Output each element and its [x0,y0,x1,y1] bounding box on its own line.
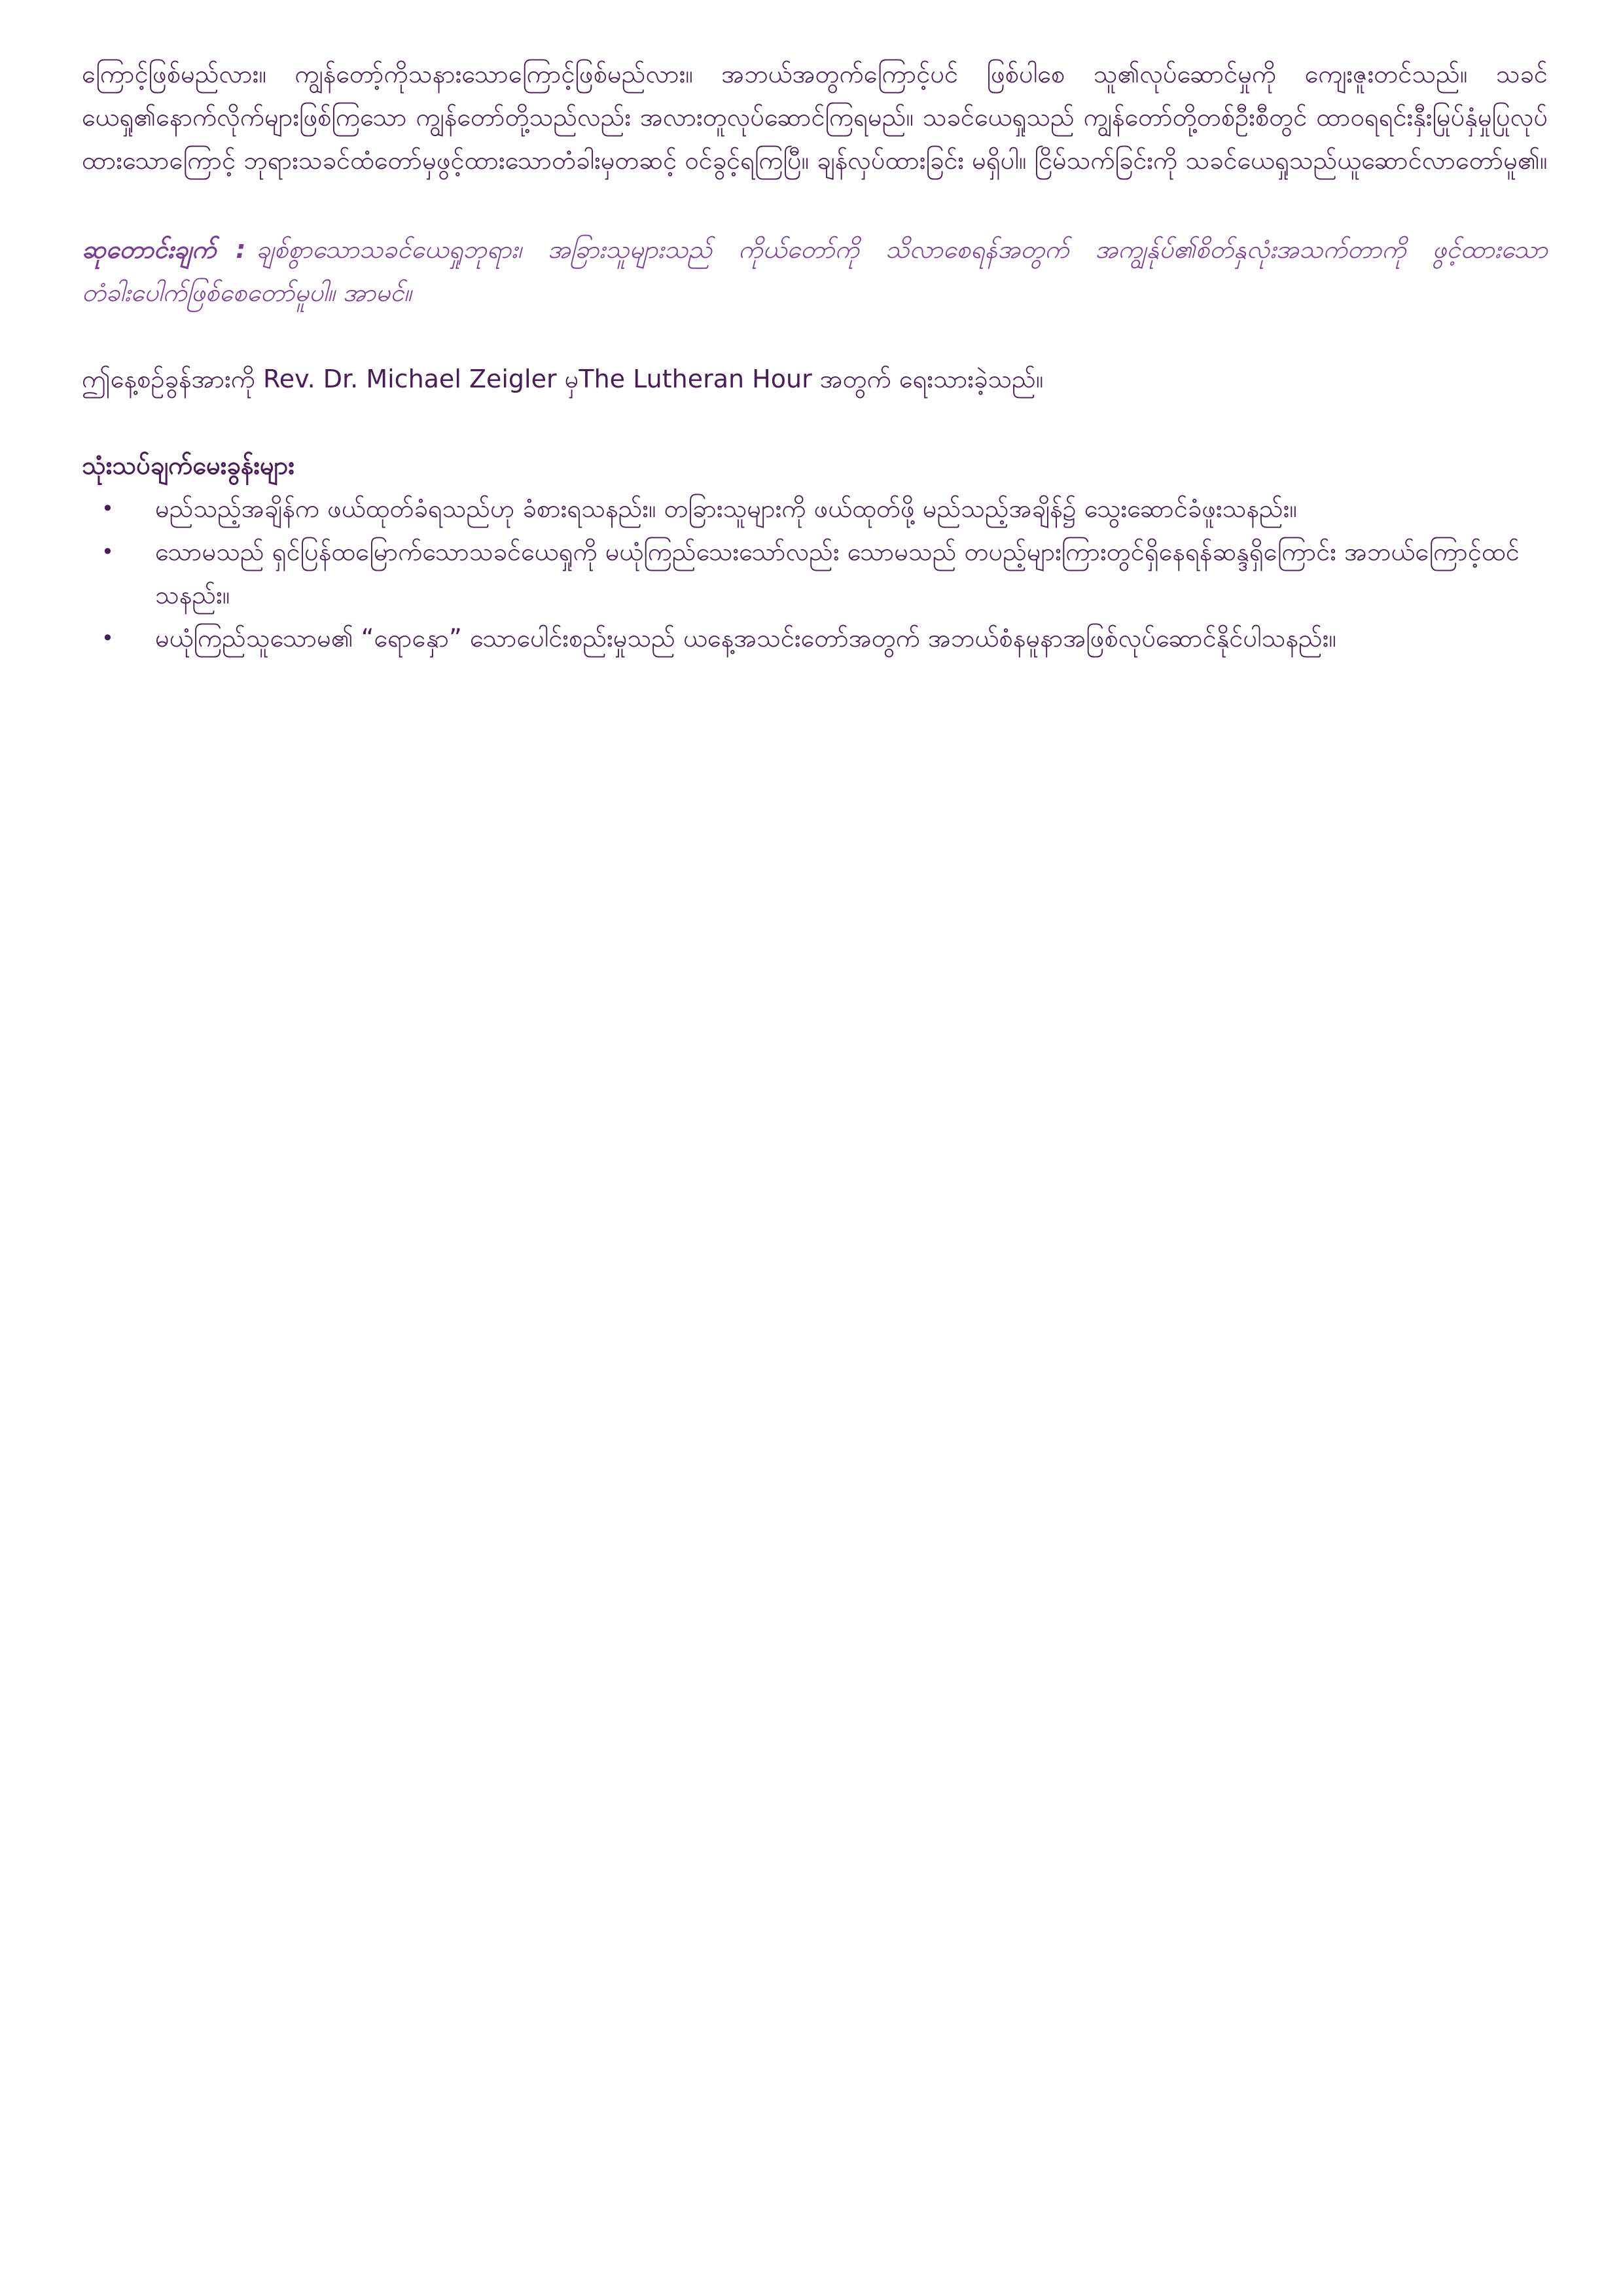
list-item [82,530,1548,617]
list-item [82,617,1548,660]
document-page [82,52,1548,660]
list-item [82,487,1548,530]
bullet-icon: • [101,626,114,651]
bullet-icon: • [101,539,114,564]
reflection-questions-list [82,487,1548,660]
prayer-colon: : [236,235,246,264]
author-credit: ဤနေ့စဉ်ခွန်အားကို Rev. Dr. Michael Zeigler မှThe Lutheran Hour အတွက် ရေးသားခဲ့သည်။ [82,365,1044,393]
prayer-text: ချစ်စွာသောသခင်ယေရှုဘုရား၊ အခြားသူများသည် ကိုယ်တော်ကို သိလာစေရန်အတွက် အကျွန်ုပ်၏စိတ်နှလုံးအသက်တာကို ဖွင့်ထားသောတံခါးပေါက်ဖြစ်စေတော်မူပါ။ အာမင်။ [82,235,1548,307]
question-text: မည်သည့်အချိန်က ဖယ်ထုတ်ခံရသည်ဟု ခံစားရသနည်း။ တခြားသူများကို ဖယ်ထုတ်ဖို့ မည်သည့်အချိန်၌ သွေးဆောင်ခံဖူးသနည်း။ [155,494,1297,523]
reflection-questions-heading: သုံးသပ်ချက်မေးခွန်းများ [82,451,295,480]
prayer-paragraph [82,228,1548,314]
body-paragraph: ကြောင့်ဖြစ်မည်လား။ ကျွန်တော့်ကိုသနားသောကြောင့်ဖြစ်မည်လား။ အဘယ်အတွက်ကြောင့်ပင် ဖြစ်ပါစေ သူ၏လုပ်ဆောင်မှုကို ကျေးဇူးတင်သည်။ သခင်ယေရှု၏နောက်လိုက်များဖြစ်ကြသော ကျွန်တော်တို့သည်လည်း အလားတူလုပ်ဆောင်ကြရမည်။ သခင်ယေရှုသည် ကျွန်တော်တို့တစ်ဦးစီတွင် ထာဝရရင်းနှီးမြုပ်နှံမှုပြုလုပ်ထားသောကြောင့် ဘုရားသခင်ထံတော်မှဖွင့်ထားသောတံခါးမှတဆင့် ဝင်ခွင့်ရကြပြီ။ ချန်လှပ်ထားခြင်း မရှိပါ။ ငြိမ်သက်ခြင်းကို သခင်ယေရှုသည်ယူဆောင်လာတော်မူ၏။ [82,60,1548,175]
question-text: သောမသည် ရှင်ပြန်ထမြောက်သောသခင်ယေရှုကို မယုံကြည်သေးသော်လည်း သောမသည် တပည့်များကြားတွင်ရှိနေရန်ဆန္ဒရှိကြောင်း အဘယ်ကြောင့်ထင်သနည်း။ [155,537,1520,609]
bullet-icon: • [101,496,114,521]
question-text: မယုံကြည်သူသောမ၏ “ရောနှော” သောပေါင်းစည်းမှုသည် ယနေ့အသင်းတော်အတွက် အဘယ်စံနမူနာအဖြစ်လုပ်ဆောင်နိုင်ပါသနည်း။ [155,624,1336,653]
prayer-label: ဆုတောင်းချက် [82,235,217,264]
